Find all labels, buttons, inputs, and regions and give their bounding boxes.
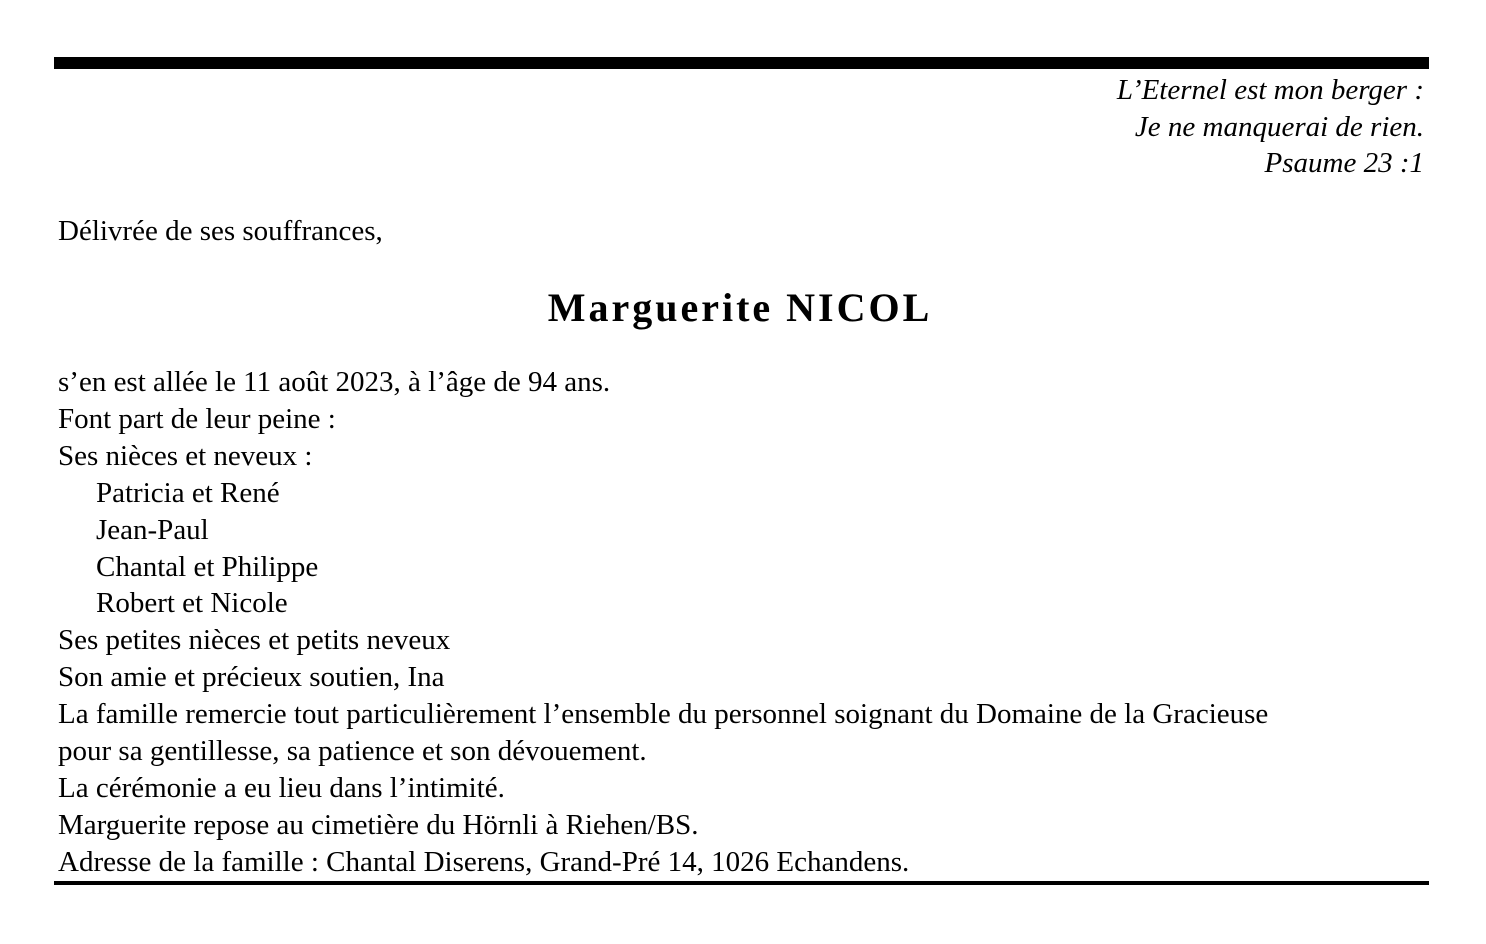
bottom-rule	[54, 881, 1429, 885]
verse-line-2: Je ne manquerai de rien.	[1134, 110, 1424, 143]
top-rule	[54, 57, 1429, 69]
text-line: Ses petites nièces et petits neveux	[58, 624, 451, 657]
intro-line: Délivrée de ses souffrances,	[58, 215, 383, 247]
relative-name: Robert et Nicole	[96, 587, 288, 620]
family-address: Adresse de la famille : Chantal Diserens, Grand-Pré 14, 1026 Echandens.	[58, 845, 910, 878]
relative-name: Chantal et Philippe	[96, 550, 319, 583]
bible-verse	[1117, 72, 1424, 182]
text-line: Ses nièces et neveux :	[58, 439, 313, 472]
text-line: Font part de leur peine :	[58, 402, 336, 435]
text-line: pour sa gentillesse, sa patience et son dévouement.	[58, 735, 647, 768]
text-line: Son amie et précieux soutien, Ina	[58, 661, 445, 694]
deceased-name: Marguerite NICOL	[547, 285, 933, 330]
verse-reference: Psaume 23 :1	[1264, 147, 1424, 179]
relative-name: Patricia et René	[96, 476, 280, 509]
verse-line-1: L’Eternel est mon berger :	[1116, 74, 1424, 106]
announcement-body	[58, 364, 1268, 881]
relative-name: Jean-Paul	[96, 513, 209, 546]
text-line: La famille remercie tout particulièrement l’ensemble du personnel soignant du Domaine de la Gracieuse	[58, 698, 1269, 731]
text-line: Marguerite repose au cimetière du Hörnli à Riehen/BS.	[58, 808, 699, 841]
text-line: La cérémonie a eu lieu dans l’intimité.	[58, 771, 505, 804]
text-line: s’en est allée le 11 août 2023, à l’âge de 94 ans.	[58, 366, 611, 398]
